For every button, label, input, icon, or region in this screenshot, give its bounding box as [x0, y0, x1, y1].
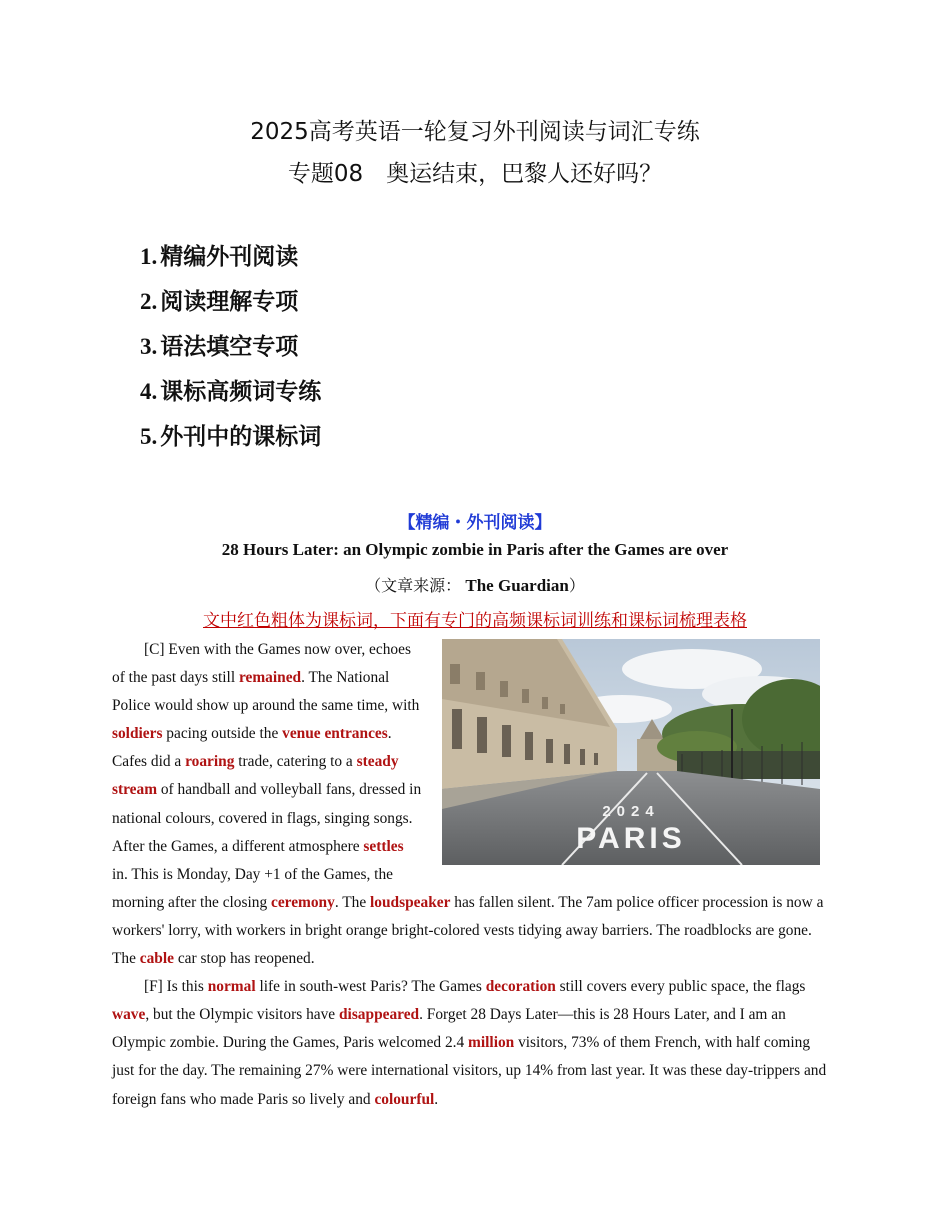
keyword: remained	[238, 669, 302, 687]
keyword: roaring	[185, 753, 235, 771]
source-suffix: ）	[568, 576, 585, 595]
text-run: . The	[334, 893, 371, 911]
keyword: normal	[207, 978, 256, 996]
toc-label: 课标高频词专练	[160, 379, 322, 405]
keyword: million	[468, 1034, 515, 1052]
table-of-contents	[140, 238, 321, 463]
text-run: car stop has reopened.	[173, 950, 315, 968]
text-run: [F] Is this	[144, 978, 208, 996]
text-run: visitors, 73% of them French, with half coming just for the day. The remaining 27% were international visitors, up 14% from last year. It was these day-trippers and foreign fans who made Paris so lively and	[112, 1034, 827, 1108]
keyword: disappeared	[338, 1006, 420, 1024]
keyword: decoration	[485, 978, 556, 996]
text-run: , but the Olympic visitors have	[145, 1006, 339, 1024]
text-run: life in south-west Paris? The Games	[255, 978, 486, 996]
keyword: colourful	[374, 1090, 435, 1108]
toc-item	[140, 373, 321, 418]
toc-number: 1.	[140, 244, 158, 269]
source-name: The Guardian	[461, 576, 569, 595]
keyword: loudspeaker	[370, 893, 451, 911]
toc-label: 阅读理解专项	[160, 289, 299, 315]
text-run: has fallen silent. The 7am police officer procession is now a workers' lorry, with workers in bright orange bright-colored vests tidying away barriers. The roadblocks are gone. The	[112, 893, 824, 968]
source-prefix: （文章来源：	[365, 576, 462, 595]
road-text-year: 2024	[602, 803, 660, 820]
keyword: venue entrances	[282, 725, 388, 743]
toc-number: 4.	[140, 379, 158, 404]
article-source	[0, 573, 950, 596]
text-run: . Cafes did a	[112, 725, 392, 771]
paris-street-photo	[442, 639, 820, 865]
keyword: settles	[363, 837, 404, 855]
keyword: wave	[112, 1006, 146, 1024]
document-subtitle: 专题08 奥运结束，巴黎人还好吗？	[287, 161, 663, 187]
toc-number: 5.	[140, 424, 158, 449]
section-heading: 【精编・外刊阅读】	[398, 513, 552, 533]
keyword: soldiers	[112, 725, 163, 743]
toc-number: 2.	[140, 289, 158, 314]
paragraph-f	[112, 973, 832, 1113]
article-body	[112, 636, 832, 1114]
text-run: pacing outside the	[162, 725, 283, 743]
vocabulary-note: 文中红色粗体为课标词，下面有专门的高频课标词训练和课标词梳理表格	[203, 611, 747, 631]
road-text-city: PARIS	[576, 822, 686, 855]
toc-number: 3.	[140, 334, 158, 359]
toc-label: 语法填空专项	[160, 334, 299, 360]
text-run: trade, catering to a	[234, 753, 357, 771]
toc-label: 外刊中的课标词	[160, 424, 322, 450]
toc-item	[140, 283, 321, 328]
text-run: .	[434, 1090, 439, 1108]
text-run: in. This is Monday, Day +1 of the Games, the morning after the closing	[112, 865, 393, 911]
keyword: cable	[139, 950, 174, 968]
keyword: steady stream	[112, 753, 399, 799]
document-title: 2025高考英语一轮复习外刊阅读与词汇专练	[250, 119, 700, 145]
text-run: still covers every public space, the flags	[555, 978, 806, 996]
toc-label: 精编外刊阅读	[160, 244, 299, 270]
text-run: . Forget 28 Days Later—this is 28 Hours Later, and I am an Olympic zombie. During the Games, Paris welcomed 2.4	[112, 1006, 786, 1052]
toc-item	[140, 418, 321, 463]
text-run: of handball and volleyball fans, dressed in national colours, covered in flags, singing songs. After the Games, a different atmosphere	[112, 781, 422, 855]
keyword: ceremony	[271, 893, 335, 911]
text-run: . The National Police would show up around the same time, with	[112, 669, 420, 715]
article-title: 28 Hours Later: an Olympic zombie in Paris after the Games are over	[221, 540, 729, 559]
toc-item	[140, 328, 321, 373]
text-run: [C] Even with the Games now over, echoes of the past days still	[112, 641, 411, 687]
toc-item	[140, 238, 321, 283]
